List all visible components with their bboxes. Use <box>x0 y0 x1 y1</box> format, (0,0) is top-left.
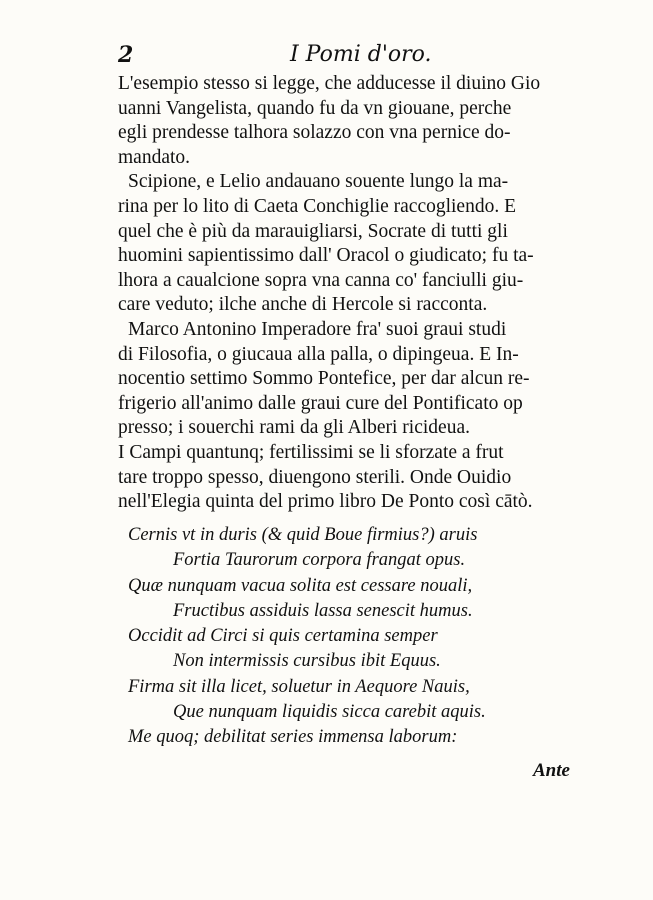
text-line: Scipione, e Lelio andauano souente lungo la ma- <box>128 171 509 193</box>
text-line: quel che è più da marauigliarsi, Socrate di tutti gli <box>118 220 508 242</box>
text-line: mandato. <box>118 146 191 168</box>
page-number: 2 <box>118 42 134 68</box>
verse-line: Firma sit illa licet, soluetur in Aequore Nauis, <box>128 676 470 697</box>
running-title: I Pomi d'oro. <box>290 42 432 67</box>
page-header <box>118 42 568 68</box>
text-line: rina per lo lito di Caeta Conchiglie raccogliendo. E <box>118 195 516 217</box>
latin-verse <box>118 523 608 751</box>
prose-text <box>118 72 608 515</box>
text-line: di Filosofia, o giucaua alla palla, o dipingeua. E In- <box>118 343 519 365</box>
text-line: I Campi quantunq; fertilissimi se li sforzate a frut <box>118 441 504 463</box>
text-line: nocentio settimo Sommo Pontefice, per dar alcun re- <box>118 368 530 390</box>
verse-line: Que nunquam liquidis sicca carebit aquis. <box>173 702 486 723</box>
catchword: Ante <box>533 760 570 781</box>
verse-line: Non intermissis cursibus ibit Equus. <box>173 651 441 672</box>
verse-line: Fortia Taurorum corpora frangat opus. <box>173 550 466 571</box>
text-line: nell'Elegia quinta del primo libro De Ponto così cātò. <box>118 491 533 513</box>
text-line: egli prendesse talhora solazzo con vna pernice do- <box>118 122 511 144</box>
text-line: frigerio all'animo dalle graui cure del Pontificato op <box>118 392 523 414</box>
verse-line: Cernis vt in duris (& quid Boue firmius?) aruis <box>128 525 478 545</box>
text-line: uanni Vangelista, quando fu da vn giouane, perche <box>118 97 512 119</box>
text-line: Marco Antonino Imperadore fra' suoi graui studi <box>128 318 507 340</box>
text-line: care veduto; ilche anche di Hercole si racconta. <box>118 294 488 316</box>
text-line: tare troppo spesso, diuengono sterili. Onde Ouidio <box>118 466 512 488</box>
text-line: L'esempio stesso si legge, che adducesse il diuino Gio <box>118 73 541 94</box>
verse-line: Quæ nunquam vacua solita est cessare nouali, <box>128 575 473 596</box>
text-line: presso; i souerchi rami da gli Alberi ricideua. <box>118 417 470 439</box>
verse-line: Occidit ad Circi si quis certamina semper <box>128 626 438 647</box>
text-line: huomini sapientissimo dall' Oracol o giudicato; fu ta- <box>118 245 534 267</box>
verse-line: Fructibus assiduis lassa senescit humus. <box>173 600 473 621</box>
verse-line: Me quoq; debilitat series immensa laborum: <box>128 727 458 748</box>
text-line: lhora a caualcione sopra vna canna co' fanciulli giu- <box>118 269 524 291</box>
